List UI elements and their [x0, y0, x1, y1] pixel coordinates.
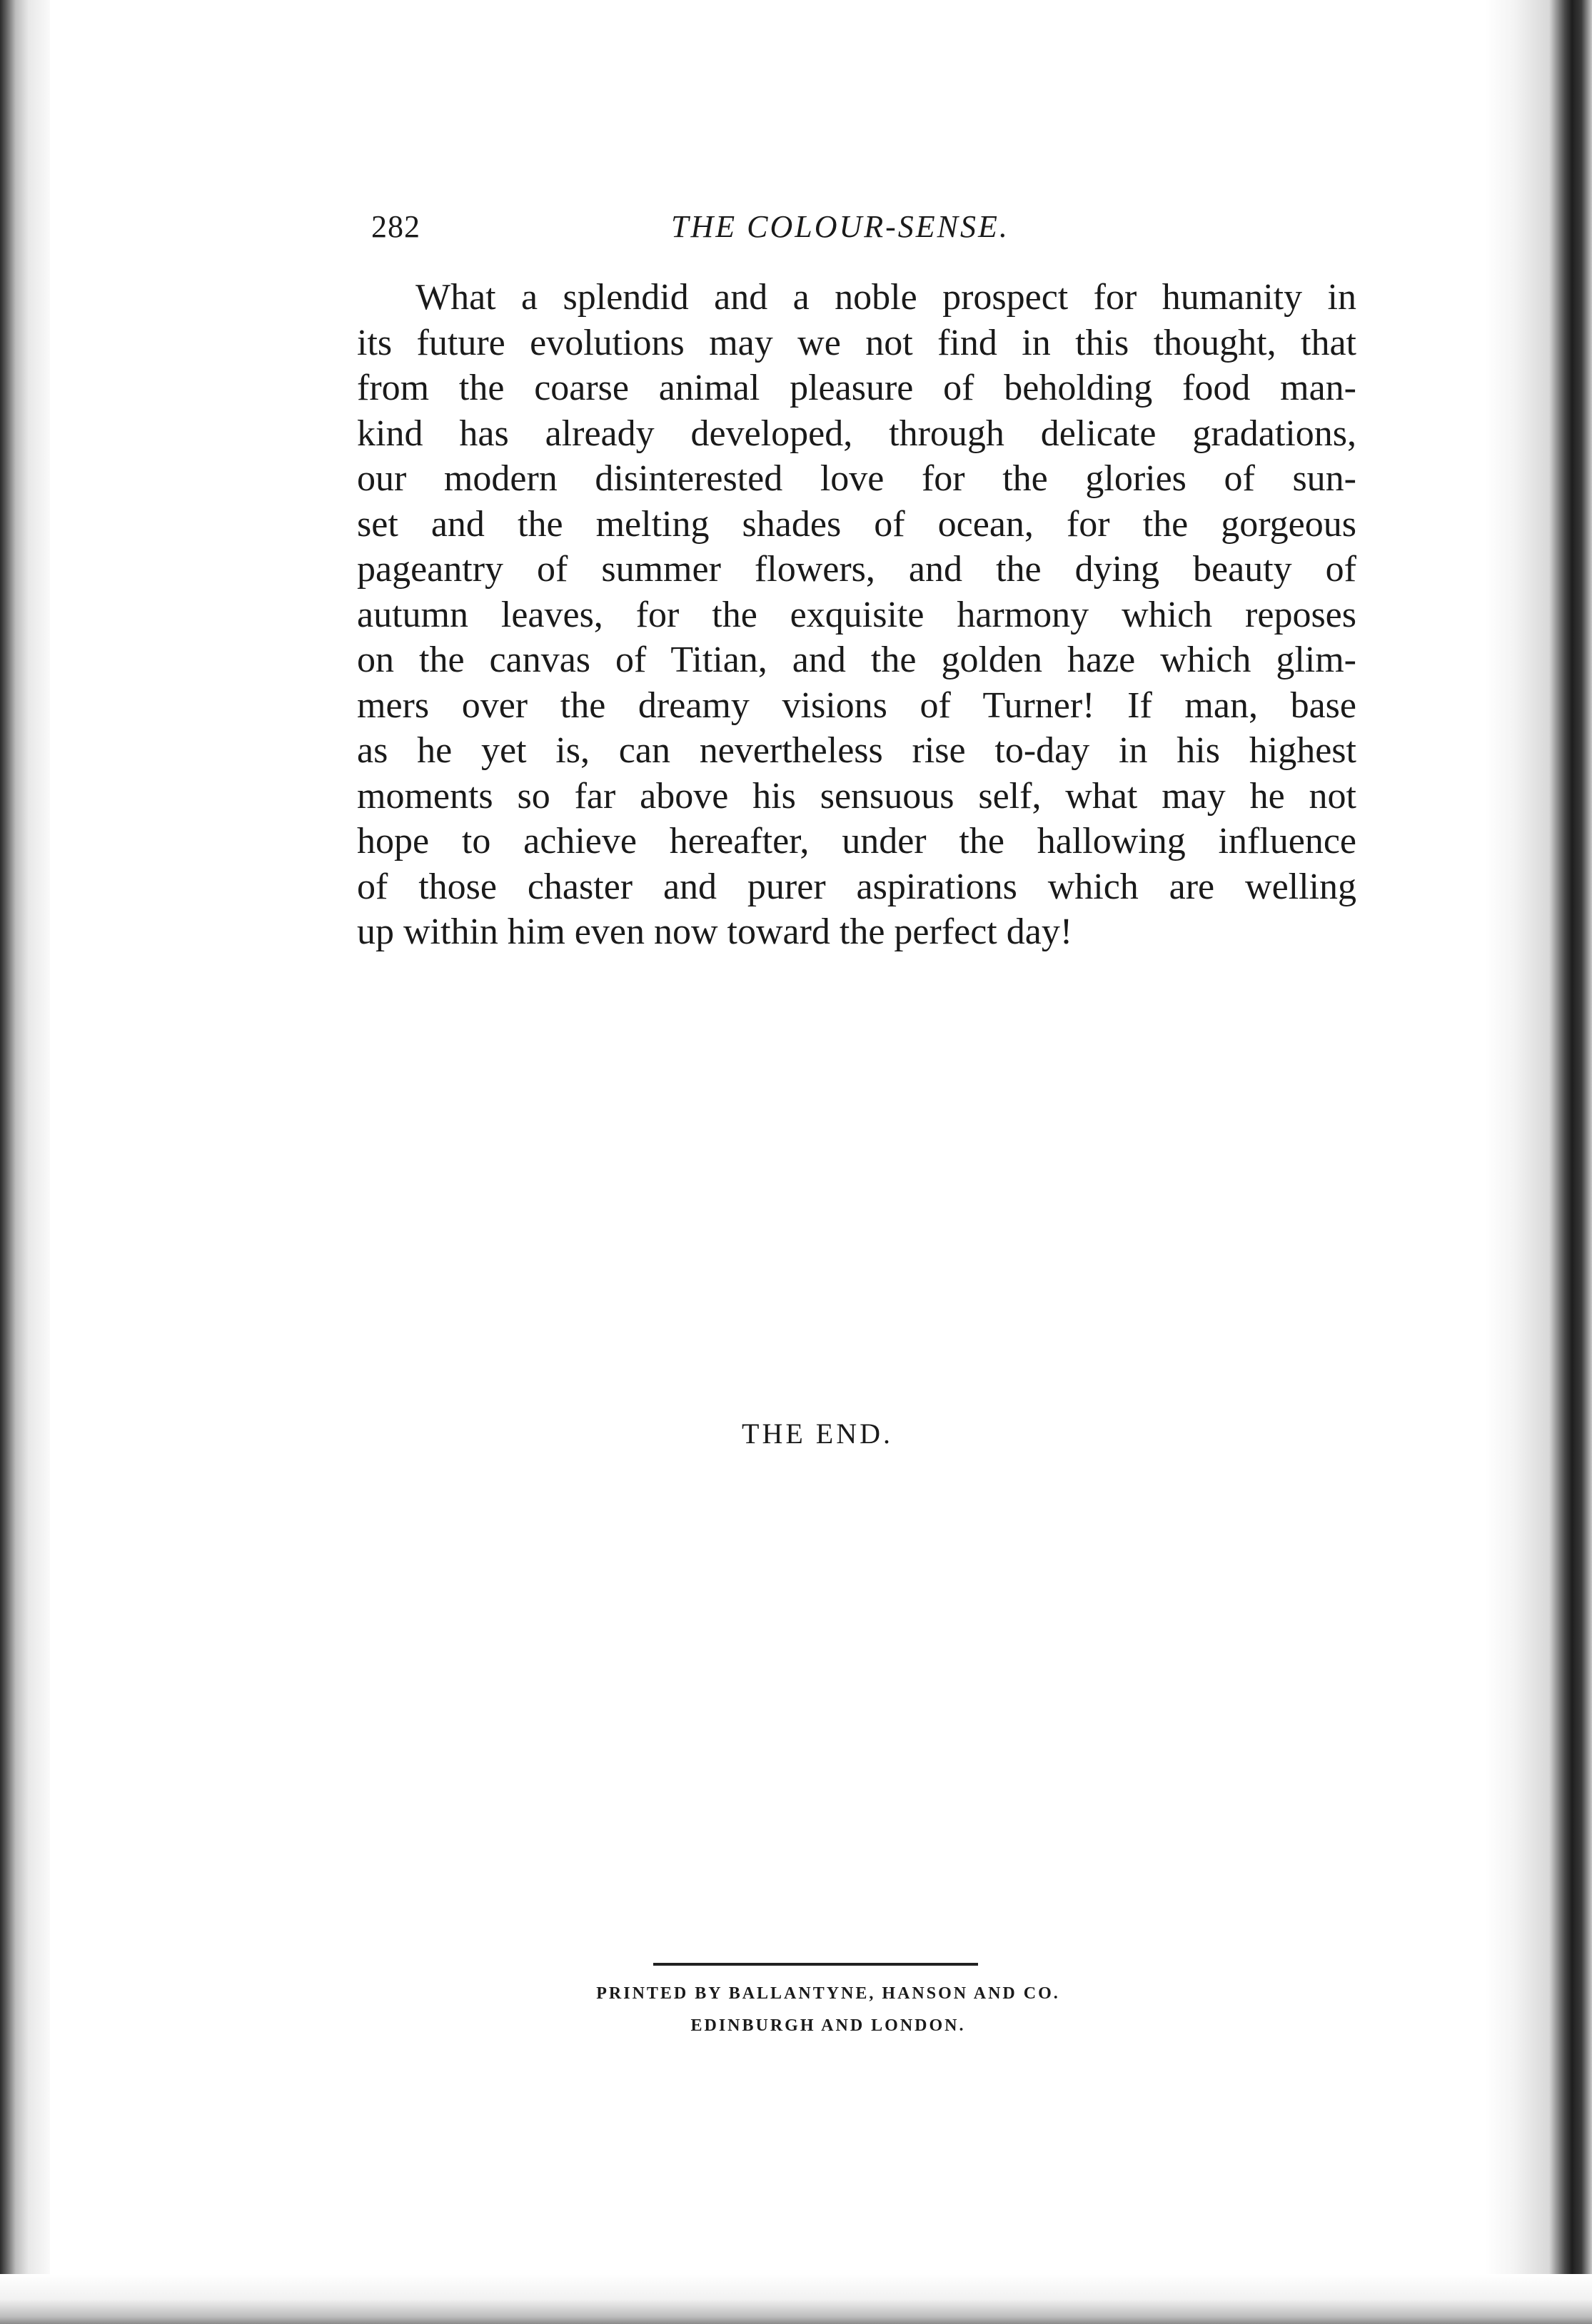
text-line: our modern disinterested love for the glories of sun- [357, 458, 1356, 499]
text-line: kind has already developed, through delicate gradations, [357, 413, 1356, 454]
text-line: autumn leaves, for the exquisite harmony which reposes [357, 594, 1356, 635]
page-right-edge [1485, 0, 1592, 2324]
text-line: its future evolutions may we not find in this thought, that [357, 322, 1356, 363]
text-line: up within him even now toward the perfect day! [357, 911, 1073, 952]
text-line: mers over the dreamy visions of Turner! If man, base [357, 684, 1356, 726]
text-line: from the coarse animal pleasure of beholding food man- [357, 368, 1356, 408]
page-bottom-edge [0, 2274, 1592, 2324]
imprint-rule [653, 1963, 978, 1966]
text-line: as he yet is, can nevertheless rise to-day in his highest [357, 730, 1356, 771]
body-paragraph [357, 275, 1356, 955]
text-line: set and the melting shades of ocean, for the gorgeous [357, 503, 1356, 545]
the-end-mark: THE END. [742, 1418, 893, 1450]
page-left-edge [0, 0, 50, 2324]
text-line: moments so far above his sensuous self, what may he not [357, 775, 1356, 817]
printer-imprint-line1: PRINTED BY BALLANTYNE, HANSON AND CO. [596, 1984, 1060, 2003]
text-line: of those chaster and purer aspirations which are welling [357, 866, 1356, 907]
text-line: on the canvas of Titian, and the golden haze which glim- [357, 640, 1356, 680]
page-number: 282 [371, 209, 420, 244]
running-title: THE COLOUR-SENSE. [671, 209, 1009, 244]
text-line: hope to achieve hereafter, under the hallowing influence [357, 821, 1356, 862]
text-line: pageantry of summer flowers, and the dying beauty of [357, 549, 1356, 590]
running-head [371, 208, 1364, 258]
printer-imprint-line2: EDINBURGH AND LONDON. [690, 2016, 966, 2035]
text-line: What a splendid and a noble prospect for humanity in [415, 277, 1356, 318]
